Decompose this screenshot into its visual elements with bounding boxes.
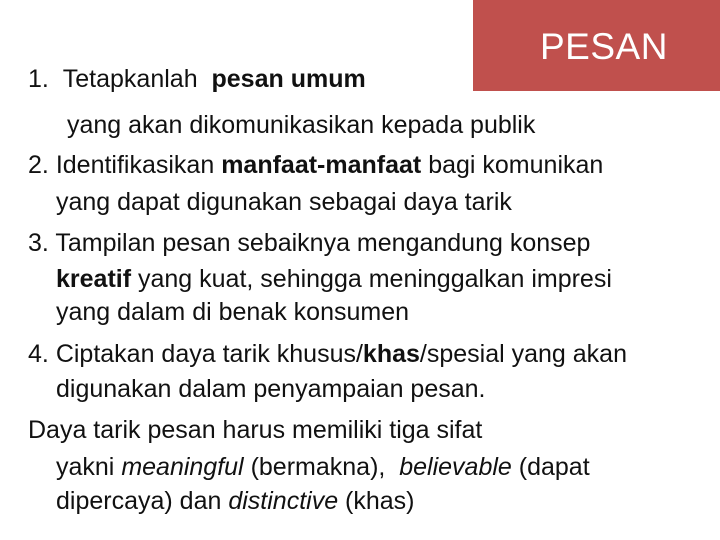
closing-text-post: (khas) — [338, 487, 415, 515]
item-4-text-post: /spesial yang akan — [419, 340, 627, 368]
closing-text-pre-2: dipercaya) dan — [56, 487, 229, 515]
item-2-line-1 — [28, 149, 603, 181]
item-3-text: Tampilan pesan sebaiknya mengandung konsep — [55, 229, 591, 257]
closing-italic-believable: believable — [399, 453, 512, 481]
item-2-text-post: bagi komunikan — [421, 151, 604, 179]
item-1-line-2: yang akan dikomunikasikan kepada publik — [67, 111, 536, 139]
item-1-bold: pesan umum — [211, 65, 366, 93]
item-1-number: 1. — [28, 65, 49, 93]
closing-line-3 — [56, 485, 415, 517]
item-2-number: 2. — [28, 151, 49, 179]
item-4-text: Ciptakan daya tarik khusus/ — [55, 340, 363, 368]
closing-line-1: Daya tarik pesan harus memiliki tiga sifat — [28, 416, 483, 444]
slide-title: PESAN — [540, 26, 668, 67]
item-3-bold: kreatif — [56, 265, 132, 293]
item-3-text-post: yang kuat, sehingga meninggalkan impresi — [131, 265, 612, 293]
closing-italic-meaningful: meaningful — [121, 453, 244, 481]
item-1-text: Tetapkanlah — [62, 65, 205, 93]
item-4-bold: khas — [362, 340, 420, 368]
closing-text: yakni — [56, 453, 122, 481]
item-4-number: 4. — [28, 340, 49, 368]
closing-text-mid: (bermakna), — [243, 453, 400, 481]
item-3-number: 3. — [28, 229, 49, 257]
item-2-line-2: yang dapat digunakan sebagai daya tarik — [56, 188, 512, 216]
closing-text-mid-2: (dapat — [511, 453, 590, 481]
item-2-bold: manfaat-manfaat — [221, 151, 422, 179]
closing-line-2 — [56, 451, 590, 483]
closing-italic-distinctive: distinctive — [228, 487, 339, 515]
item-1-line-1 — [28, 63, 366, 95]
item-3-line-2 — [56, 263, 612, 295]
item-4-line-1 — [28, 338, 627, 370]
item-2-text: Identifikasikan — [55, 151, 222, 179]
item-4-line-2: digunakan dalam penyampaian pesan. — [56, 375, 486, 403]
item-3-line-1 — [28, 227, 590, 259]
item-3-line-3: yang dalam di benak konsumen — [56, 298, 410, 326]
